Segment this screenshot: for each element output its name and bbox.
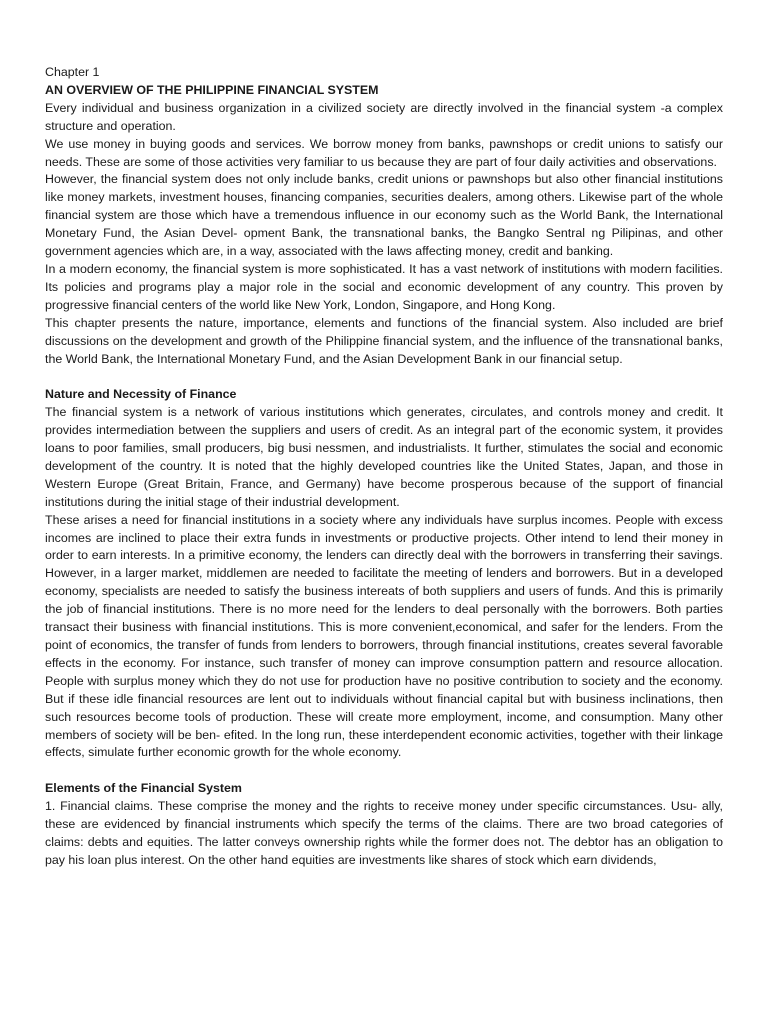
- chapter-label: Chapter 1: [45, 65, 100, 79]
- intro-paragraph-1: Every individual and business organization in a civilized society are directly involved in the financial system -a complex structure and operation.: [45, 100, 723, 133]
- section-heading-elements: Elements of the Financial System: [45, 781, 242, 796]
- nature-paragraph-2: These arises a need for financial institutions in a society where any individuals have surplus incomes. People with excess incomes are inclined to place their extra funds in investments or productive projects. Other intend to lend their money in order to earn interests. In a primitive economy, the lenders can directly deal with the borrowers in transferring their savings. However, in a larger market, middlemen are needed to facilitate the meeting of lenders and borrowers. But in a developed economy, specialists are needed to satisfy the business intereats of both suppliers and users of funds. And this is primarily the job of financial institutions. There is no more need for the lenders to deal personally with the borrowers. Both parties transact their business with financial institutions. This is more convenient,economical, and safer for the lenders. From the point of economics, the transfer of funds from lenders to borrowers, through financial institutions, creates several favorable effects in the economy. For instance, such transfer of money can improve consumption pattern and resource allocation. People with surplus money which they do not use for production have no positive contribution to society and the economy. But if these idle financial resources are lent out to individuals without financial capital but with business inclinations, then such resources become tools of production. These will create more employment, income, and consumption. Many other members of society will be ben- efited. In the long run, these interdependent economic activities, together with their linkage effects, simulate further economic growth for the whole economy.: [45, 512, 723, 760]
- chapter-title: AN OVERVIEW OF THE PHILIPPINE FINANCIAL SYSTEM: [45, 82, 379, 97]
- intro-paragraph-2: We use money in buying goods and services. We borrow money from banks, pawnshops or credit unions to satisfy our needs. These are some of those activities very familiar to us because they are part of four daily activities and observations.: [45, 136, 723, 169]
- intro-paragraph-5: This chapter presents the nature, importance, elements and functions of the financial system. Also included are brief discussions on the development and growth of the Philippine financial system, and the influence of the transnational banks, the World Bank, the International Monetary Fund, and the Asian Development Bank in our financial setup.: [45, 315, 723, 366]
- elements-paragraph-1: 1. Financial claims. These comprise the money and the rights to receive money under specific circumstances. Usu- ally, these are evidenced by financial instruments which specify the terms of the claims. There are two broad categories of claims: debts and equities. The latter conveys ownership rights while the former does not. The debtor has an obligation to pay his loan plus interest. On the other hand equities are investments like shares of stock which earn dividends,: [45, 799, 723, 867]
- nature-paragraph-1: The financial system is a network of various institutions which generates, circulates, and controls money and credit. It provides intermediation between the suppliers and users of credit. As an integral part of the economic system, it provides loans to poor families, small producers, big busi nessmen, and industrialists. It further, stimulates the social and economic development of the country. It is noted that the highly developed countries like the United States, Japan, and those in Western Europe (Great Britain, France, and Germany) have become prosperous because of the support of financial institutions during the initial stage of their industrial development.: [45, 405, 723, 509]
- section-spacer: [45, 368, 723, 386]
- intro-paragraph-4: In a modern economy, the financial system is more sophisticated. It has a vast network of institutions with modern facilities. Its policies and programs play a major role in the social and economic development of any country. This proven by progressive financial centers of the world like New York, London, Singapore, and Hong Kong.: [45, 261, 723, 312]
- document-page: [45, 64, 723, 870]
- section-spacer: [45, 762, 723, 780]
- intro-paragraph-3: However, the financial system does not only include banks, credit unions or pawnshops but also other financial institutions like money markets, investment houses, financing companies, securities dealers, among others. Likewise part of the whole financial system are those which have a tremendous influence in our economy such as the World Bank, the International Monetary Fund, the Asian Devel- opment Bank, the transnational banks, the Bangko Sentral ng Pilipinas, and other government agencies which are, in a way, associated with the laws affecting money, credit and banking.: [45, 172, 723, 259]
- section-heading-nature: Nature and Necessity of Finance: [45, 387, 237, 402]
